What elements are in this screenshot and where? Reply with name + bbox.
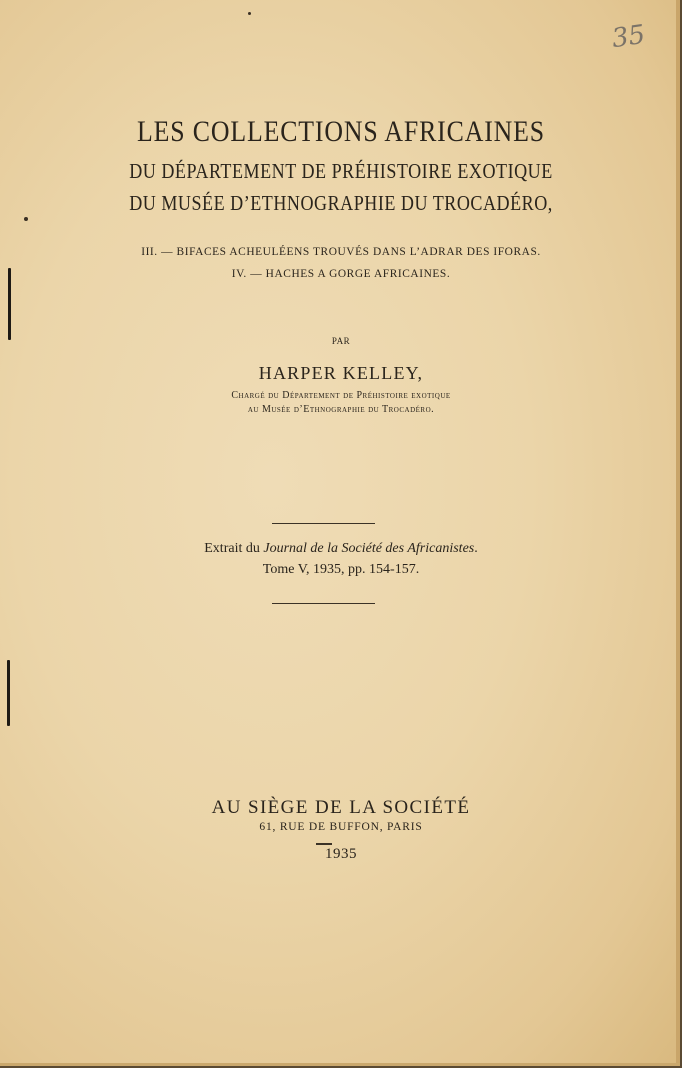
binding-mark-bottom — [7, 660, 10, 726]
ink-speck — [24, 217, 28, 221]
volume-line: Tome V, 1935, pp. 154-157. — [262, 562, 420, 577]
author-name: HARPER KELLEY, — [258, 363, 424, 383]
page-edge-bottom — [0, 1063, 680, 1066]
extract-line — [0, 541, 682, 557]
title-line-2: DU DÉPARTEMENT DE PRÉHISTOIRE EXOTIQUE — [129, 159, 553, 183]
journal-title: Journal de la Société des Africanistes — [263, 541, 475, 556]
extract-prefix: Extrait du — [204, 541, 264, 556]
author-affiliation-2: au Musée d’Ethnographie du Trocadéro. — [247, 404, 435, 415]
divider-top — [272, 523, 375, 524]
binding-mark-top — [8, 268, 11, 340]
by-label: PAR — [331, 336, 351, 346]
handwritten-number: 35 — [610, 19, 648, 55]
subtitle-part-4: IV. — HACHES A GORGE AFRICAINES. — [231, 266, 451, 280]
subtitle-part-3: III. — BIFACES ACHEULÉENS TROUVÉS DANS L’ADRAR DES IFORAS. — [141, 244, 541, 258]
publication-year: 1935 — [325, 846, 357, 862]
title-line-3: DU MUSÉE D’ETHNOGRAPHIE DU TROCADÉRO, — [129, 191, 553, 215]
divider-bottom — [272, 603, 375, 604]
extract-suffix: . — [474, 541, 478, 556]
publisher-address: 61, RUE DE BUFFON, PARIS — [259, 821, 423, 833]
year-divider — [316, 843, 332, 845]
page-edge-right — [676, 0, 680, 1066]
publisher-name: AU SIÈGE DE LA SOCIÉTÉ — [211, 797, 471, 818]
ink-speck — [248, 12, 251, 15]
title-line-1: LES COLLECTIONS AFRICAINES — [137, 115, 545, 148]
author-affiliation-1: Chargé du Département de Préhistoire exotique — [231, 390, 451, 401]
